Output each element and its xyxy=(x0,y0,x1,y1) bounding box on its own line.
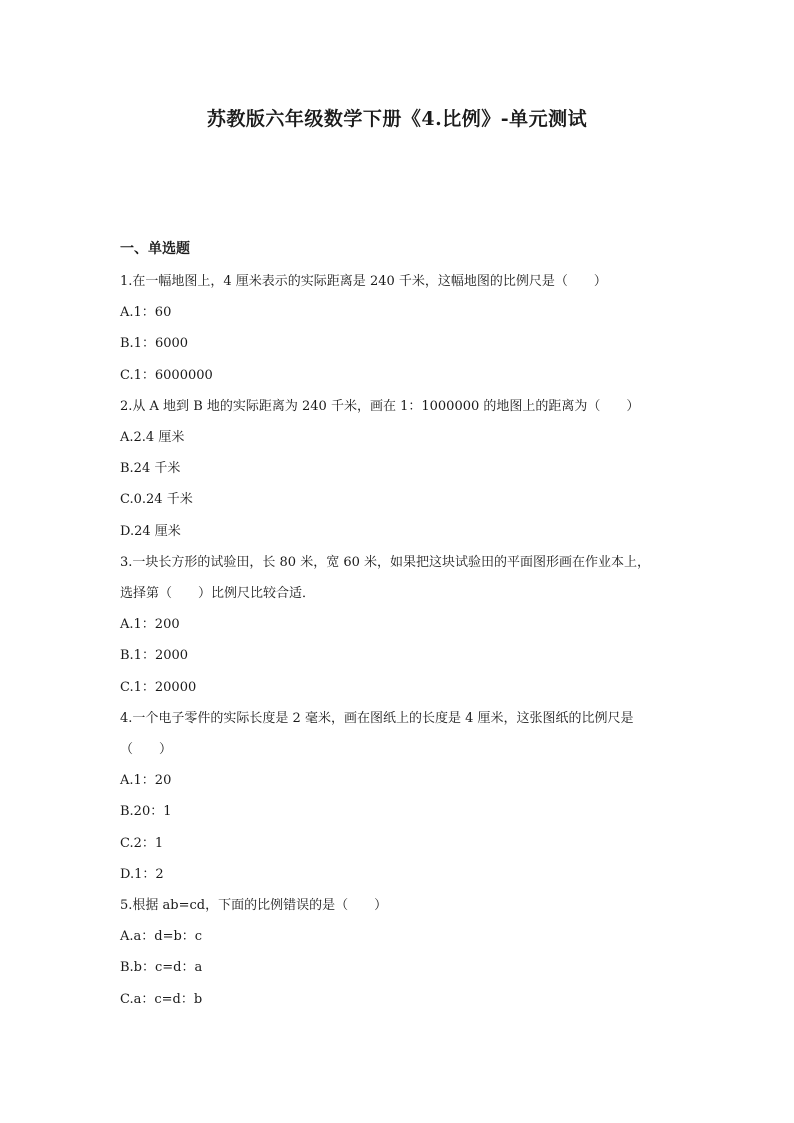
question-text: 2.从 A 地到 B 地的实际距离为 240 千米，画在 1：1000000 的地图上的距离为（ ） xyxy=(120,398,640,414)
option-d: D.24 厘米 xyxy=(120,523,181,539)
question-text: 1.在一幅地图上，4 厘米表示的实际距离是 240 千米，这幅地图的比例尺是（ ） xyxy=(120,274,607,289)
question-2 xyxy=(120,391,680,547)
option-a: A.1：60 xyxy=(120,305,172,321)
option-c: C.1：6000000 xyxy=(120,367,213,383)
question-text: 5.根据 ab=cd，下面的比例错误的是（ ） xyxy=(120,898,388,914)
question-text-continued: （ ） xyxy=(120,742,173,758)
question-text: 4.一个电子零件的实际长度是 2 毫米，画在图纸上的长度是 4 厘米，这张图纸的比例尺是 xyxy=(120,710,634,726)
question-1 xyxy=(120,266,680,391)
option-b: B.1：2000 xyxy=(120,648,189,664)
question-text-continued: 选择第（ ）比例尺比较合适． xyxy=(120,586,316,602)
question-4 xyxy=(120,703,680,890)
option-a: A.1：20 xyxy=(120,773,172,789)
option-c: C.a：c=d：b xyxy=(120,991,203,1007)
question-5 xyxy=(120,890,680,1015)
option-d: D.1：2 xyxy=(120,866,164,882)
section-heading: 一、单选题 xyxy=(120,241,190,257)
option-b: B.1：6000 xyxy=(120,336,189,352)
question-text: 3.一块长方形的试验田，长 80 米，宽 60 米，如果把这块试验田的平面图形画在作业本上， xyxy=(120,554,651,570)
question-3 xyxy=(120,547,680,703)
option-c: C.1：20000 xyxy=(120,679,197,695)
option-c: C.0.24 千米 xyxy=(120,492,193,508)
option-c: C.2：1 xyxy=(120,835,164,851)
option-b: B.20：1 xyxy=(120,804,172,820)
option-b: B.b：c=d：a xyxy=(120,960,203,976)
option-a: A.1：200 xyxy=(120,617,180,633)
option-a: A.2.4 厘米 xyxy=(120,430,185,446)
option-a: A.a：d=b：c xyxy=(120,929,203,945)
document-title: 苏教版六年级数学下册《4.比例》-单元测试 xyxy=(206,108,588,130)
question-list xyxy=(120,266,680,1015)
option-b: B.24 千米 xyxy=(120,461,181,477)
